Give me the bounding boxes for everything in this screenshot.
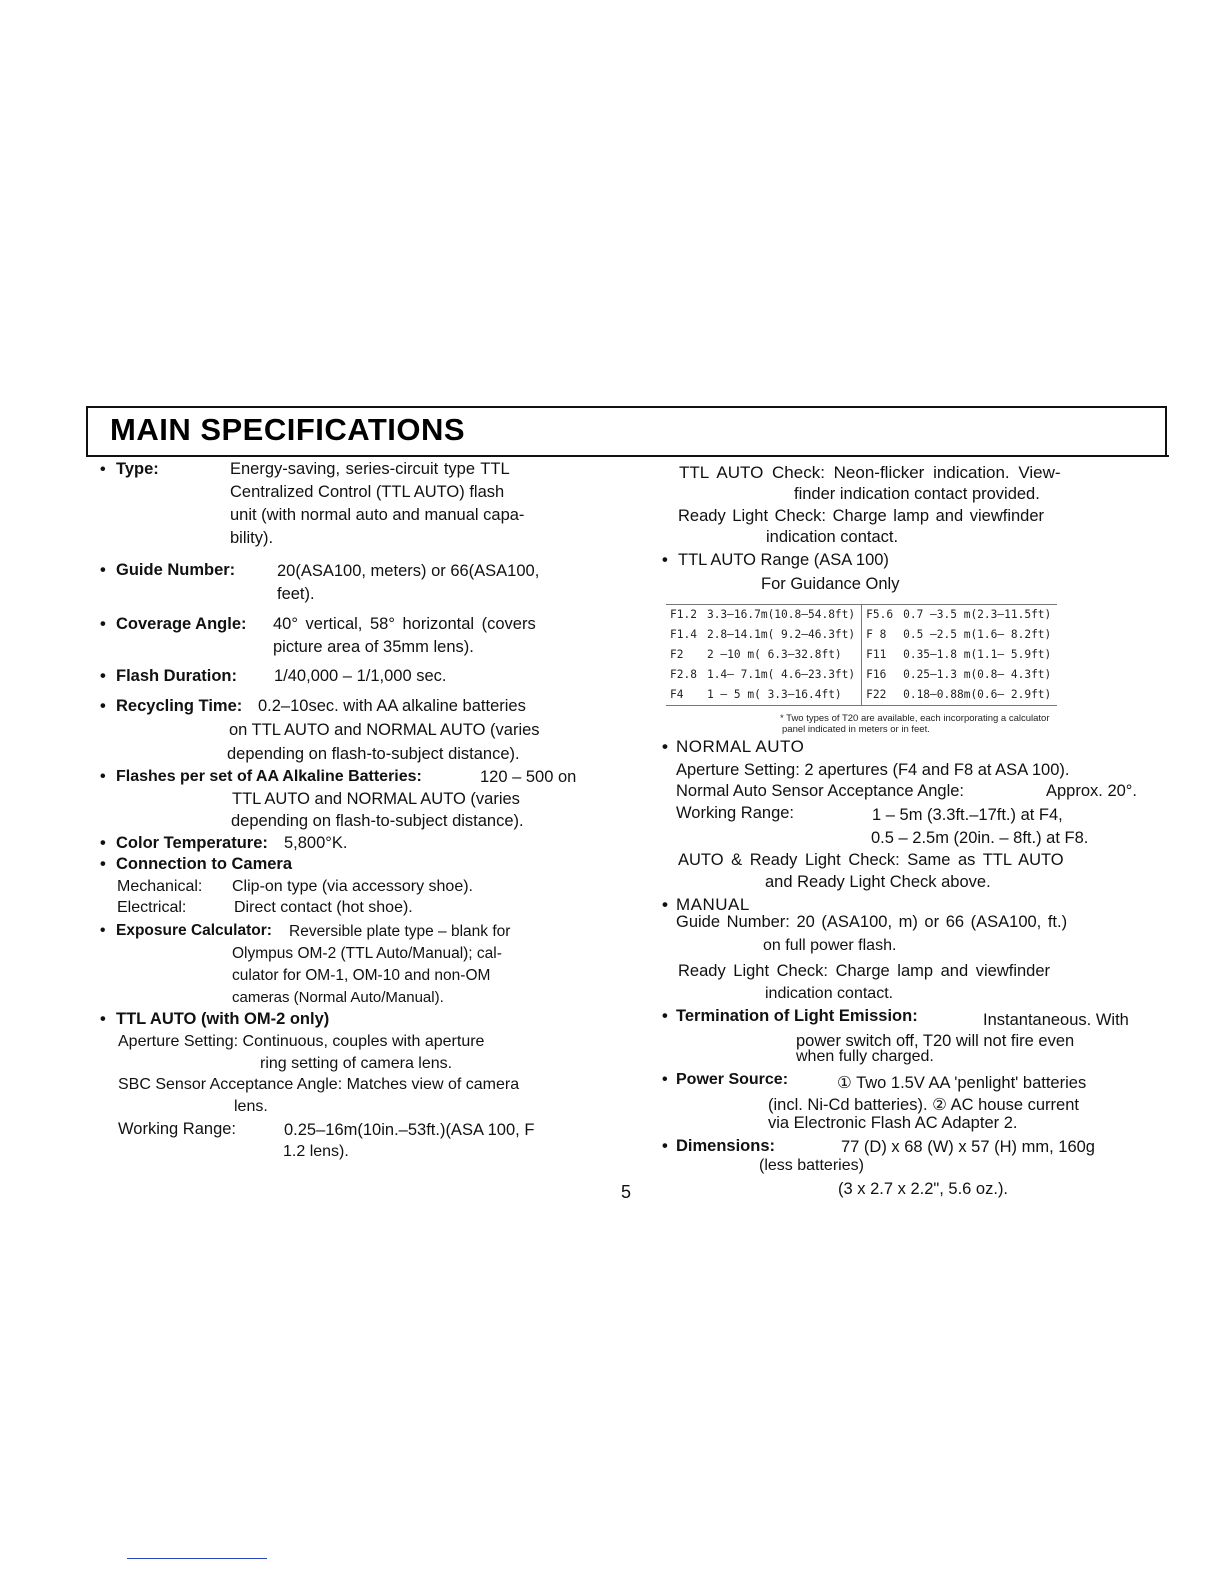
bullet-icon: • [662,895,669,914]
duration-label: Flash Duration: [116,667,238,685]
power-line-3: via Electronic Flash AC Adapter 2. [768,1114,1018,1132]
normal-working-line-1: 1 – 5m (3.3ft.–17ft.) at F4, [872,806,1063,824]
termination-line-1: Instantaneous. With [983,1011,1129,1029]
range-cell: 2.8–14.1m( 9.2–46.3ft) [703,625,862,645]
power-line-1: ① Two 1.5V AA 'penlight' batteries [837,1074,1087,1092]
power-line-2: (incl. Ni-Cd batteries). ② AC house current [768,1096,1079,1114]
working-label: Working Range: [118,1120,237,1138]
exposure-label: Exposure Calculator: [116,922,272,939]
manual-ready-line-2: indication contact. [765,985,894,1002]
termination-line-3: when fully charged. [796,1048,934,1065]
guide-label-row [100,561,235,580]
dimensions-label: Dimensions: [676,1137,776,1155]
normal-working-line-2: 0.5 – 2.5m (20in. – 8ft.) at F8. [871,829,1089,847]
recycling-line-3: depending on flash-to-subject distance). [227,745,520,763]
normal-aperture: Aperture Setting: 2 apertures (F4 and F8 at ASA 100). [676,761,1070,779]
bullet-icon: • [100,834,106,852]
normal-sensor-label: Normal Auto Sensor Acceptance Angle: [676,782,965,800]
aperture-cell: F4 [666,685,703,706]
aperture-cell: F1.2 [666,605,703,626]
termination-label: Termination of Light Emission: [676,1007,918,1025]
power-label: Power Source: [676,1071,789,1088]
flashes-line-1: 120 – 500 on [480,768,577,786]
exposure-label-row [100,922,272,940]
aperture-cell: F 8 [866,628,887,641]
mechanical-label: Mechanical: [117,878,203,895]
bullet-icon: • [100,922,106,939]
guide-line-1: 20(ASA100, meters) or 66(ASA100, [277,562,540,580]
ready-check-line-1: Ready Light Check: Charge lamp and viewfinder [678,507,1045,525]
coverage-line-2: picture area of 35mm lens). [273,638,474,656]
table-row [666,685,1057,706]
manual-label-row [662,895,750,915]
guide-line-2: feet). [277,585,315,603]
ttl-check-line-2: finder indication contact provided. [794,485,1040,503]
recycling-label: Recycling Time: [116,697,243,715]
aperture-cell: F1.4 [670,628,697,641]
mechanical-value: Clip-on type (via accessory shoe). [232,878,473,895]
working-line-1: 0.25–16m(10in.–53ft.)(ASA 100, F [284,1121,535,1139]
color-value: 5,800°K. [284,834,348,852]
ttl-label: TTL AUTO (with OM-2 only) [116,1010,330,1028]
ttl-label-row [100,1010,329,1029]
normal-label: NORMAL AUTO [676,737,805,756]
table-note [780,713,1050,735]
exposure-line-1: Reversible plate type – blank for [289,923,511,940]
duration-label-row [100,667,237,686]
type-label-row [100,460,159,479]
aperture-cell: F11 [866,648,887,661]
bullet-icon: • [100,768,106,785]
type-line-4: bility). [230,529,274,547]
bullet-icon: • [662,737,669,756]
sbc-line-2: lens. [234,1098,268,1115]
bullet-icon: • [100,667,106,685]
range-cell: 0.25–1.3 m(0.8– 4.3ft) [903,668,1052,681]
color-label: Color Temperature: [116,834,268,852]
aperture-line-2: ring setting of camera lens. [260,1055,453,1072]
dimensions-line-2: (less batteries) [759,1157,864,1174]
bullet-icon: • [100,697,106,715]
electrical-value: Direct contact (hot shoe). [234,899,413,916]
coverage-label-row [100,615,247,634]
type-line-1: Energy-saving, series-circuit type TTL [230,460,510,478]
coverage-line-1: 40° vertical, 58° horizontal (covers [273,615,536,633]
page-number: 5 [621,1182,632,1202]
auto-ready-line-1: AUTO & Ready Light Check: Same as TTL AUTO [678,851,1064,869]
aperture-cell: F2.8 [670,668,697,681]
aperture-line-1: Aperture Setting: Continuous, couples with aperture [118,1033,485,1050]
termination-line-2: power switch off, T20 will not fire even [796,1032,1075,1050]
table-row [666,665,1057,685]
guide-label: Guide Number: [116,561,236,579]
bullet-icon: • [662,1071,668,1088]
coverage-label: Coverage Angle: [116,615,247,633]
range-title-row [662,551,889,570]
duration-value: 1/40,000 – 1/1,000 sec. [274,667,447,685]
range-title: TTL AUTO Range (ASA 100) [678,551,889,569]
bullet-icon: • [662,1007,668,1025]
range-cell: 3.3–16.7m(10.8–54.8ft) [703,605,862,626]
aperture-cell: F22 [862,685,899,706]
bullet-icon: • [662,551,668,569]
ttl-range-table [666,604,1057,706]
normal-sensor-value: Approx. 20°. [1046,782,1137,800]
table-note-line-1: * Two types of T20 are available, each incorporating a calculator [780,713,1050,724]
power-label-row [662,1071,788,1089]
normal-label-row [662,737,804,757]
bullet-icon: • [100,461,106,478]
bullet-icon: • [662,1137,668,1155]
ttl-check-line-1: TTL AUTO Check: Neon-flicker indication. View- [679,463,1061,482]
flashes-line-2: TTL AUTO and NORMAL AUTO (varies [232,790,520,808]
range-subtitle: For Guidance Only [761,575,900,593]
range-cell: 1 – 5 m( 3.3–16.4ft) [703,685,862,706]
exposure-line-2: Olympus OM-2 (TTL Auto/Manual); cal- [232,945,502,962]
bullet-icon: • [100,561,106,579]
electrical-label: Electrical: [117,899,187,916]
manual-ready-line-1: Ready Light Check: Charge lamp and viewfinder [678,962,1051,980]
termination-label-row [662,1007,918,1026]
range-cell: 0.35–1.8 m(1.1– 5.9ft) [903,648,1052,661]
range-cell: 1.4– 7.1m( 4.6–23.3ft) [703,665,862,685]
ready-check-line-2: indication contact. [766,528,899,546]
aperture-cell: F5.6 [862,605,899,626]
footer-rule [127,1558,267,1559]
page-title: MAIN SPECIFICATIONS [110,412,466,447]
aperture-cell: F2 [670,648,684,661]
exposure-line-4: cameras (Normal Auto/Manual). [232,989,444,1006]
recycling-line-2: on TTL AUTO and NORMAL AUTO (varies [229,721,540,739]
table-row [666,625,1057,645]
type-line-2: Centralized Control (TTL AUTO) flash [230,483,505,501]
range-cell: 2 –10 m( 6.3–32.8ft) [703,645,862,665]
table-note-line-2: panel indicated in meters or in feet. [782,724,930,735]
dimensions-line-3: (3 x 2.7 x 2.2", 5.6 oz.). [838,1180,1009,1198]
title-frame [86,406,1167,456]
normal-working-label: Working Range: [676,804,795,822]
color-label-row [100,834,268,853]
sbc-line-1: SBC Sensor Acceptance Angle: Matches view of camera [118,1076,520,1093]
connection-label: Connection to Camera [116,855,293,873]
recycling-line-1: 0.2–10sec. with AA alkaline batteries [258,697,526,715]
type-label: Type: [116,460,159,478]
manual-guide-line-1: Guide Number: 20 (ASA100, m) or 66 (ASA100, ft.) [676,913,1068,931]
bullet-icon: • [100,1010,106,1028]
table-row [666,605,1057,626]
flashes-label: Flashes per set of AA Alkaline Batteries: [116,768,422,785]
bullet-icon: • [100,855,106,873]
bullet-icon: • [100,615,106,633]
type-line-3: unit (with normal auto and manual capa- [230,506,525,524]
recycling-label-row [100,697,242,716]
flashes-label-row [100,768,422,786]
range-cell: 0.5 –2.5 m(1.6– 8.2ft) [903,628,1052,641]
connection-label-row [100,855,292,874]
dimensions-label-row [662,1137,775,1156]
manual-label: MANUAL [676,895,750,914]
flashes-line-3: depending on flash-to-subject distance). [231,812,524,830]
aperture-cell: F16 [866,668,887,681]
table-row [666,645,1057,665]
manual-guide-line-2: on full power flash. [763,937,897,954]
exposure-line-3: culator for OM-1, OM-10 and non-OM [232,967,491,984]
auto-ready-line-2: and Ready Light Check above. [765,873,991,891]
range-cell: 0.18–0.88m(0.6– 2.9ft) [899,685,1057,706]
dimensions-line-1: 77 (D) x 68 (W) x 57 (H) mm, 160g [841,1138,1095,1156]
working-line-2: 1.2 lens). [283,1143,349,1160]
range-cell: 0.7 –3.5 m(2.3–11.5ft) [899,605,1057,626]
title-rule [86,455,1169,457]
